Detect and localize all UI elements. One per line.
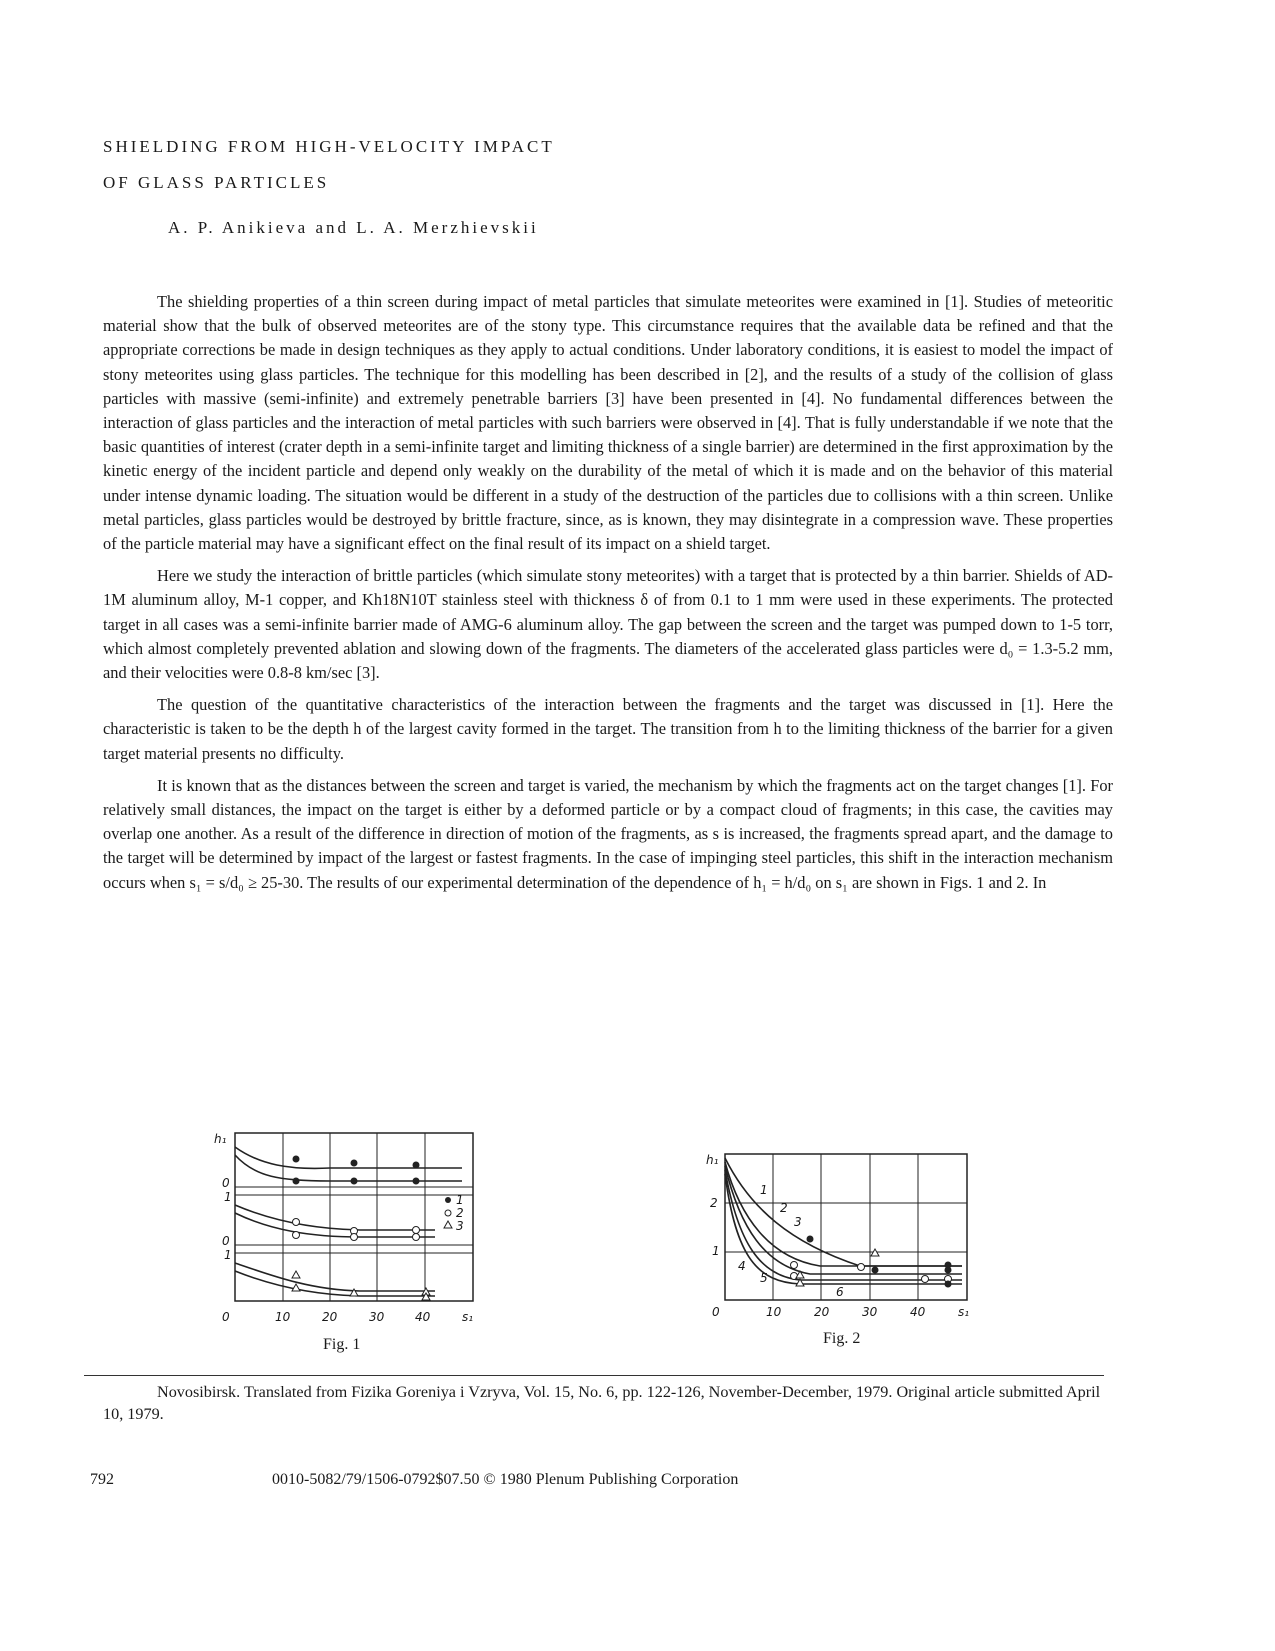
figure-2-xlabel: s₁ bbox=[958, 1305, 970, 1319]
figure-1-xtick: 10 bbox=[275, 1310, 291, 1324]
figure-1-panel-label: 1 bbox=[224, 1248, 232, 1262]
figure-1-xtick: 20 bbox=[322, 1310, 338, 1324]
figure-2-caption: Fig. 2 bbox=[823, 1330, 861, 1347]
figure-2-xtick: 10 bbox=[766, 1305, 782, 1319]
paragraph: The shielding properties of a thin screen during impact of metal particles that simulate meteorites were examined in [1]. Studies of meteoritic material show that the bulk of observed meteorites are of the stony type. This circumstance requires that the available data be refined and that the appropriate corrections be made in design techniques as they apply to actual conditions. Under laboratory conditions, it is easiest to model the impact of stony meteorites using glass particles. The technique for this modelling has been described in [2], and the results of a study of the collision of glass particles with massive (semi-infinite) and extremely penetrable barriers [3] have been presented in [4]. No fundamental differences between the interaction of glass particles and the interaction of metal particles with such barriers were observed in [4]. That is fully understandable if we note that the basic quantities of interest (crater depth in a semi-infinite target and limiting thickness of a single barrier) are determined in the first approximation by the kinetic energy of the incident particle and depend only weakly on the durability of the metal of which it is made and on the behavior of this material under intense dynamic loading. The situation would be different in a study of the destruction of the particles due to collisions with a thin screen. Unlike metal particles, glass particles would be destroyed by brittle fracture, since, as is known, they may disintegrate in a compression wave. These properties of the particle material may have a significant effect on the final result of its impact on a shield target. bbox=[103, 292, 1113, 554]
figure-1-panel-label: 0 bbox=[222, 1176, 230, 1190]
figure-2-xtick: 20 bbox=[814, 1305, 830, 1319]
authors: A. P. Anikieva and L. A. Merzhievskii bbox=[168, 218, 539, 237]
figure-2-ytick: 1 bbox=[712, 1244, 720, 1258]
figure-1-xtick: 0 bbox=[222, 1310, 230, 1324]
figure-1-panel-label: 1 bbox=[224, 1190, 232, 1204]
figure-1-xtick: 30 bbox=[369, 1310, 385, 1324]
figure-2-plot bbox=[700, 1148, 990, 1338]
figure-2-ylabel: h₁ bbox=[706, 1153, 719, 1167]
figure-2-curve-label: 4 bbox=[738, 1259, 746, 1273]
figure-2-curve-label: 2 bbox=[780, 1201, 788, 1215]
figure-2-xtick: 40 bbox=[910, 1305, 926, 1319]
paragraph: The question of the quantitative characteristics of the interaction between the fragments and the target was discussed in [1]. Here the characteristic is taken to be the depth h of the largest cavity formed in the target. The transition from h to the limiting thickness of the barrier for a given target material presents no difficulty. bbox=[103, 695, 1113, 763]
figure-2-curve-label: 5 bbox=[760, 1271, 768, 1285]
footnote-text: Novosibirsk. Translated from Fizika Goreniya i Vzryva, Vol. 15, No. 6, pp. 122-126, November-December, 1979. Original article submitted April 10, 1979. bbox=[103, 1383, 1101, 1423]
figure-2-ytick: 2 bbox=[710, 1196, 718, 1210]
figure-1 bbox=[200, 1125, 500, 1340]
figure-1-ylabel: h₁ bbox=[214, 1132, 227, 1146]
title-line-2: OF GLASS PARTICLES bbox=[103, 173, 330, 192]
figure-2-curve-label: 6 bbox=[836, 1285, 844, 1299]
page-number: 792 bbox=[90, 1471, 114, 1488]
figure-2-curve-label: 3 bbox=[794, 1215, 802, 1229]
figure-1-caption: Fig. 1 bbox=[323, 1336, 361, 1353]
figure-1-plot bbox=[200, 1125, 500, 1335]
paragraph: It is known that as the distances between the screen and target is varied, the mechanism by which the fragments act on the target changes [1]. For relatively small distances, the impact on the target is either by a deformed particle or by a compact cloud of fragments; in this case, the cavities may overlap one another. As a result of the difference in direction of motion of the fragments, as s is increased, the fragments spread apart, and the damage to the target will be determined by impact of the largest or fastest fragments. In the case of impinging steel particles, this shift in the interaction mechanism occurs when s₁ = s/d₀ ≥ 25-30. The results of our experimental determination of the dependence of h₁ = h/d₀ on s₁ are shown in Figs. 1 and 2. In bbox=[103, 775, 1113, 892]
article-body bbox=[103, 290, 1113, 903]
copyright-line: 0010-5082/79/1506-0792$07.50 © 1980 Plenum Publishing Corporation bbox=[272, 1471, 739, 1488]
figure-1-panel-label: 0 bbox=[222, 1234, 230, 1248]
figure-1-xtick: 40 bbox=[415, 1310, 431, 1324]
figure-2 bbox=[700, 1148, 990, 1343]
footnote bbox=[103, 1381, 1113, 1425]
figure-2-curve-label: 1 bbox=[760, 1183, 768, 1197]
figure-1-xlabel: s₁ bbox=[462, 1310, 474, 1324]
figure-1-legend-2: 2 bbox=[456, 1206, 464, 1220]
figure-1-legend-3: 3 bbox=[456, 1219, 464, 1233]
footnote-divider bbox=[84, 1375, 1104, 1376]
title-line-1: SHIELDING FROM HIGH-VELOCITY IMPACT bbox=[103, 137, 555, 156]
paragraph: Here we study the interaction of brittle particles (which simulate stony meteorites) with a target that is protected by a thin barrier. Shields of AD-1M aluminum alloy, M-1 copper, and Kh18N10T stainless steel with thickness δ of from 0.1 to 1 mm were used in these experiments. The protected target in all cases was a semi-infinite barrier made of AMG-6 aluminum alloy. The gap between the screen and the target was pumped down to 1-5 torr, which almost completely prevented ablation and slowing down of the fragments. The diameters of the accelerated glass particles were d₀ = 1.3-5.2 mm, and their velocities were 0.8-8 km/sec [3]. bbox=[103, 566, 1113, 683]
figure-1-legend-1: 1 bbox=[456, 1193, 464, 1207]
figure-2-xtick: 30 bbox=[862, 1305, 878, 1319]
figure-2-xtick: 0 bbox=[712, 1305, 720, 1319]
